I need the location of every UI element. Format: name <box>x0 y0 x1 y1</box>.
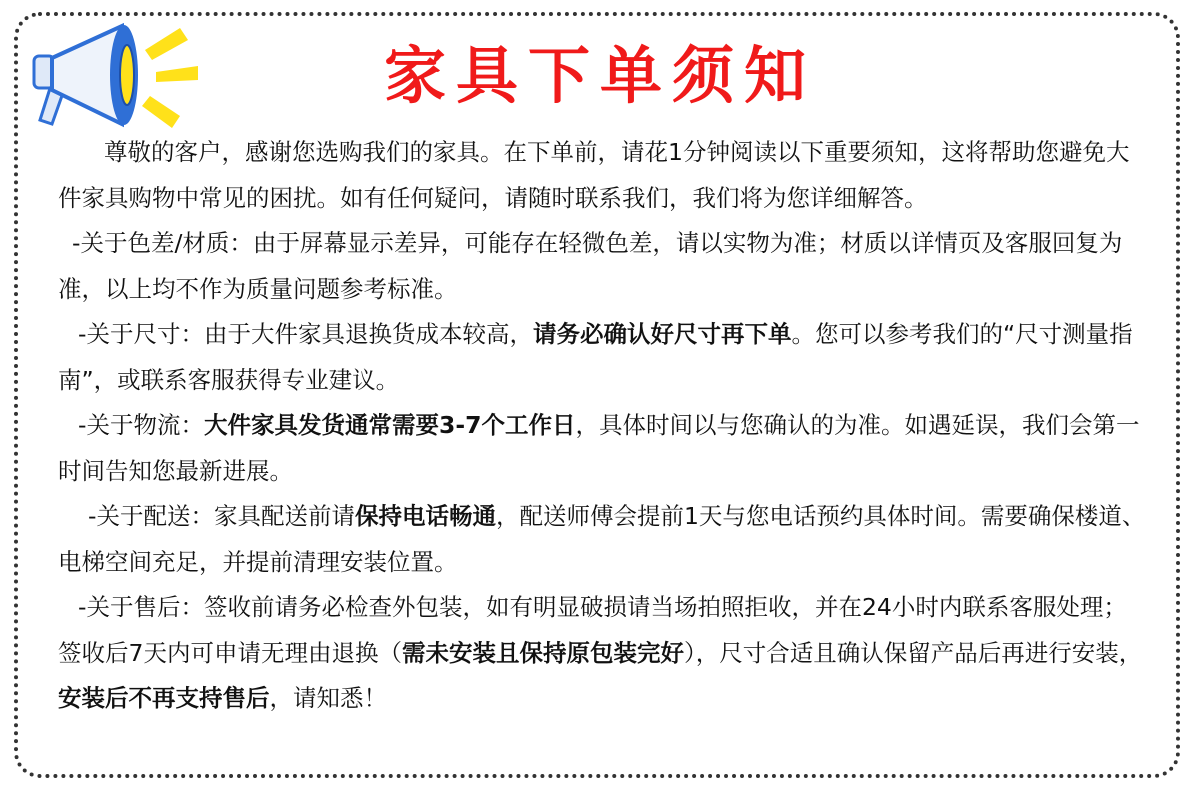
page-title: 家具下单须知 <box>383 39 816 112</box>
note-size: -关于尺寸：由于大件家具退换货成本较高，请务必确认好尺寸再下单。您可以参考我们的“尺寸测量指南”，或联系客服获得专业建议。 <box>58 320 1133 394</box>
note-delivery: -关于配送：家具配送前请保持电话畅通，配送师傅会提前1天与您电话预约具体时间。需要确保楼道、电梯空间充足，并提前清理安装位置。 <box>58 502 1146 576</box>
note-after-sales: -关于售后：签收前请务必检查外包装，如有明显破损请当场拍照拒收，并在24小时内联系客服处理；签收后7天内可申请无理由退换（需未安装且保持原包装完好），尺寸合适且确认保留产品后再进行安装，安装后不再支持售后，请知悉！ <box>58 593 1143 712</box>
note-logistics: -关于物流：大件家具发货通常需要3-7个工作日，具体时间以与您确认的为准。如遇延误，我们会第一时间告知您最新进展。 <box>58 411 1140 485</box>
note-color-material: -关于色差/材质：由于屏幕显示差异，可能存在轻微色差，请以实物为准；材质以详情页及客服回复为准，以上均不作为质量问题参考标准。 <box>58 229 1123 303</box>
notice-content <box>58 130 1146 722</box>
intro-paragraph: 尊敬的客户，感谢您选购我们的家具。在下单前，请花1分钟阅读以下重要须知，这将帮助您避免大件家具购物中常见的困扰。如有任何疑问，请随时联系我们，我们将为您详细解答。 <box>58 138 1130 212</box>
